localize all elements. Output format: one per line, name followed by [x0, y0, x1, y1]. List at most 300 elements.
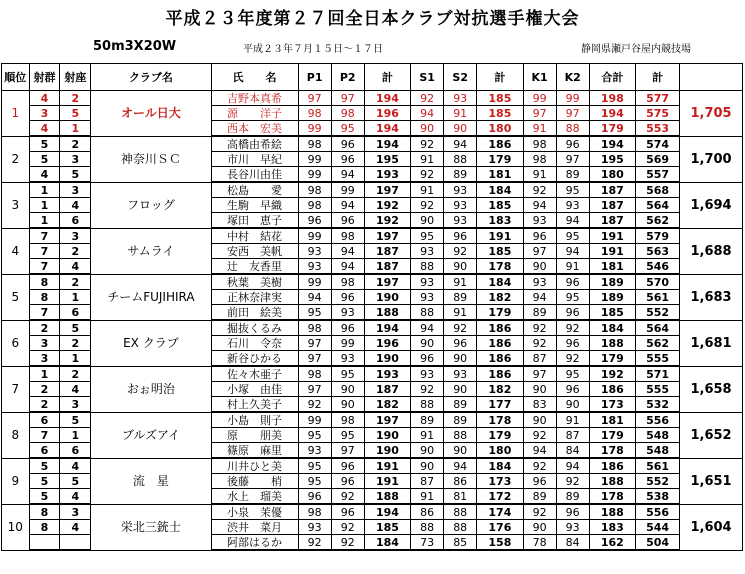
score-s2: 88 — [444, 520, 477, 535]
shooting-group: 5 — [29, 474, 60, 489]
header-k2: K2 — [556, 64, 589, 91]
team-total: 1,683 — [680, 274, 743, 320]
score-k1: 91 — [523, 121, 556, 137]
score-k1: 94 — [523, 290, 556, 305]
header-s2: S2 — [444, 64, 477, 91]
score-s1: 90 — [411, 458, 444, 474]
team-total: 1,658 — [680, 366, 743, 412]
score-p-sum: 194 — [364, 320, 410, 336]
header-p-sum: 計 — [364, 64, 410, 91]
score-k1: 90 — [523, 259, 556, 275]
score-s-sum: 185 — [477, 106, 523, 121]
score-k2: 96 — [556, 305, 589, 321]
score-p2: 93 — [331, 305, 364, 321]
score-p-sum: 190 — [364, 443, 410, 459]
table-row — [2, 504, 743, 520]
score-k1: 87 — [523, 351, 556, 367]
shooting-group: 1 — [29, 182, 60, 198]
score-p-sum: 197 — [364, 412, 410, 428]
score-total: 548 — [636, 428, 680, 443]
score-p1: 99 — [298, 412, 331, 428]
score-k1: 98 — [523, 136, 556, 152]
score-k2: 92 — [556, 351, 589, 367]
table-row — [2, 366, 743, 382]
score-total: 570 — [636, 274, 680, 290]
score-k2: 90 — [556, 397, 589, 413]
table-row — [2, 274, 743, 290]
lane: 6 — [60, 213, 91, 229]
score-p-sum: 197 — [364, 274, 410, 290]
score-total: 562 — [636, 213, 680, 229]
shooting-group: 8 — [29, 520, 60, 535]
score-k-sum: 186 — [589, 382, 635, 397]
header-group: 射群 — [29, 64, 60, 91]
club-name: 栄北三銃士 — [91, 504, 211, 550]
score-k-sum: 191 — [589, 228, 635, 244]
score-s2: 90 — [444, 443, 477, 459]
athlete-name: 新谷ひかる — [211, 351, 298, 367]
score-s1: 91 — [411, 152, 444, 167]
score-p-sum: 190 — [364, 428, 410, 443]
score-k-sum: 192 — [589, 366, 635, 382]
score-k-sum: 179 — [589, 121, 635, 137]
athlete-name: 高橋由希絵 — [211, 136, 298, 152]
score-s-sum: 179 — [477, 428, 523, 443]
score-k1: 92 — [523, 504, 556, 520]
score-s-sum: 180 — [477, 121, 523, 137]
header-k1: K1 — [523, 64, 556, 91]
score-p1: 99 — [298, 152, 331, 167]
shooting-group: 4 — [29, 91, 60, 106]
score-p-sum: 184 — [364, 535, 410, 551]
shooting-group: 7 — [29, 428, 60, 443]
athlete-name: 安西 美帆 — [211, 244, 298, 259]
score-k1: 92 — [523, 428, 556, 443]
score-s2: 85 — [444, 535, 477, 551]
score-k-sum: 198 — [589, 91, 635, 106]
score-s2: 96 — [444, 336, 477, 351]
shooting-group: 1 — [29, 198, 60, 213]
shooting-group: 3 — [29, 351, 60, 367]
score-s2: 89 — [444, 167, 477, 183]
shooting-group: 8 — [29, 274, 60, 290]
score-k1: 78 — [523, 535, 556, 551]
team-rank: 9 — [2, 458, 30, 504]
score-p-sum: 190 — [364, 351, 410, 367]
score-s-sum: 185 — [477, 198, 523, 213]
score-s1: 90 — [411, 443, 444, 459]
score-p2: 95 — [331, 366, 364, 382]
results-table — [1, 63, 743, 551]
table-row — [2, 412, 743, 428]
score-k-sum: 178 — [589, 443, 635, 459]
score-p2: 96 — [331, 152, 364, 167]
score-total: 548 — [636, 443, 680, 459]
lane: 4 — [60, 458, 91, 474]
score-s-sum: 178 — [477, 259, 523, 275]
score-total: 569 — [636, 152, 680, 167]
score-p-sum: 191 — [364, 458, 410, 474]
score-p1: 97 — [298, 91, 331, 106]
team-rank: 5 — [2, 274, 30, 320]
athlete-name: 阿部はるか — [211, 535, 298, 551]
score-k2: 96 — [556, 336, 589, 351]
score-p1: 96 — [298, 213, 331, 229]
score-p1: 95 — [298, 458, 331, 474]
score-s1: 91 — [411, 182, 444, 198]
team-total: 1,604 — [680, 504, 743, 550]
score-s2: 89 — [444, 290, 477, 305]
score-s-sum: 186 — [477, 351, 523, 367]
score-p2: 96 — [331, 136, 364, 152]
score-k2: 94 — [556, 213, 589, 229]
score-s2: 91 — [444, 274, 477, 290]
header-s1: S1 — [411, 64, 444, 91]
score-k-sum: 178 — [589, 489, 635, 505]
score-s1: 86 — [411, 504, 444, 520]
score-s2: 90 — [444, 382, 477, 397]
score-p-sum: 187 — [364, 244, 410, 259]
score-s1: 92 — [411, 167, 444, 183]
lane: 2 — [60, 274, 91, 290]
score-k1: 90 — [523, 412, 556, 428]
score-s2: 89 — [444, 412, 477, 428]
score-s-sum: 180 — [477, 443, 523, 459]
score-s2: 96 — [444, 228, 477, 244]
score-p1: 99 — [298, 228, 331, 244]
shooting-group: 6 — [29, 412, 60, 428]
score-k1: 92 — [523, 336, 556, 351]
score-total: 568 — [636, 182, 680, 198]
score-k-sum: 162 — [589, 535, 635, 551]
score-total: 563 — [636, 244, 680, 259]
score-p2: 94 — [331, 244, 364, 259]
score-s-sum: 191 — [477, 228, 523, 244]
score-s1: 94 — [411, 320, 444, 336]
header-rank: 順位 — [2, 64, 30, 91]
club-name: EX クラブ — [91, 320, 211, 366]
score-k-sum: 187 — [589, 213, 635, 229]
shooting-group: 1 — [29, 366, 60, 382]
score-p1: 98 — [298, 504, 331, 520]
header-k-sum: 合計 — [589, 64, 635, 91]
score-k1: 97 — [523, 106, 556, 121]
score-total: 575 — [636, 106, 680, 121]
score-s-sum: 184 — [477, 458, 523, 474]
athlete-name: 辻 友香里 — [211, 259, 298, 275]
score-p-sum: 187 — [364, 259, 410, 275]
score-s-sum: 185 — [477, 91, 523, 106]
score-s-sum: 186 — [477, 320, 523, 336]
score-p2: 94 — [331, 259, 364, 275]
score-s1: 90 — [411, 336, 444, 351]
score-s-sum: 184 — [477, 274, 523, 290]
score-total: 552 — [636, 474, 680, 489]
score-k-sum: 181 — [589, 412, 635, 428]
score-total: 552 — [636, 305, 680, 321]
score-p2: 96 — [331, 290, 364, 305]
score-s-sum: 184 — [477, 182, 523, 198]
score-p1: 94 — [298, 290, 331, 305]
score-k2: 97 — [556, 106, 589, 121]
athlete-name: 原 朋美 — [211, 428, 298, 443]
score-s2: 92 — [444, 320, 477, 336]
score-p1: 95 — [298, 305, 331, 321]
athlete-name: 長谷川由佳 — [211, 167, 298, 183]
score-s1: 90 — [411, 121, 444, 137]
score-k1: 90 — [523, 520, 556, 535]
athlete-name: 川井ひと美 — [211, 458, 298, 474]
score-k2: 92 — [556, 474, 589, 489]
team-rank: 8 — [2, 412, 30, 458]
score-s-sum: 183 — [477, 213, 523, 229]
athlete-name: 中村 結花 — [211, 228, 298, 244]
header-name: 氏 名 — [211, 64, 298, 91]
shooting-group: 5 — [29, 489, 60, 505]
score-p1: 92 — [298, 535, 331, 551]
header-p2: P2 — [331, 64, 364, 91]
score-s2: 91 — [444, 106, 477, 121]
lane: 6 — [60, 443, 91, 459]
score-p2: 99 — [331, 182, 364, 198]
score-p1: 95 — [298, 428, 331, 443]
score-p1: 93 — [298, 244, 331, 259]
score-total: 574 — [636, 136, 680, 152]
score-total: 504 — [636, 535, 680, 551]
score-s1: 93 — [411, 290, 444, 305]
score-p-sum: 196 — [364, 106, 410, 121]
score-total: 564 — [636, 198, 680, 213]
score-k1: 93 — [523, 274, 556, 290]
lane: 5 — [60, 106, 91, 121]
score-total: 561 — [636, 458, 680, 474]
team-rank: 4 — [2, 228, 30, 274]
score-p1: 98 — [298, 136, 331, 152]
lane: 1 — [60, 121, 91, 137]
team-rank: 6 — [2, 320, 30, 366]
score-s1: 93 — [411, 244, 444, 259]
score-p2: 98 — [331, 274, 364, 290]
score-s1: 88 — [411, 259, 444, 275]
score-p-sum: 197 — [364, 228, 410, 244]
score-total: 577 — [636, 91, 680, 106]
score-p1: 98 — [298, 182, 331, 198]
score-p2: 93 — [331, 351, 364, 367]
lane: 3 — [60, 397, 91, 413]
score-p1: 93 — [298, 443, 331, 459]
score-s2: 92 — [444, 244, 477, 259]
score-s1: 90 — [411, 213, 444, 229]
score-k2: 96 — [556, 382, 589, 397]
score-k2: 95 — [556, 290, 589, 305]
team-total: 1,652 — [680, 412, 743, 458]
score-p-sum: 193 — [364, 167, 410, 183]
score-k2: 92 — [556, 320, 589, 336]
score-k1: 94 — [523, 198, 556, 213]
shooting-group: 5 — [29, 152, 60, 167]
score-k-sum: 179 — [589, 428, 635, 443]
score-s-sum: 173 — [477, 474, 523, 489]
score-total: 555 — [636, 351, 680, 367]
score-s1: 89 — [411, 412, 444, 428]
athlete-name: 西本 宏美 — [211, 121, 298, 137]
score-k2: 99 — [556, 91, 589, 106]
lane: 6 — [60, 305, 91, 321]
score-p1: 97 — [298, 351, 331, 367]
lane: 2 — [60, 366, 91, 382]
team-rank: 2 — [2, 136, 30, 182]
score-p-sum: 191 — [364, 474, 410, 489]
score-total: 579 — [636, 228, 680, 244]
lane: 3 — [60, 182, 91, 198]
score-s2: 93 — [444, 182, 477, 198]
score-total: 571 — [636, 366, 680, 382]
score-k2: 91 — [556, 259, 589, 275]
score-s-sum: 186 — [477, 366, 523, 382]
team-rank: 10 — [2, 504, 30, 550]
score-p-sum: 197 — [364, 182, 410, 198]
score-s2: 88 — [444, 152, 477, 167]
score-s1: 91 — [411, 428, 444, 443]
score-p-sum: 193 — [364, 366, 410, 382]
score-s2: 93 — [444, 366, 477, 382]
score-s2: 88 — [444, 504, 477, 520]
score-total: 562 — [636, 336, 680, 351]
club-name: 神奈川ＳＣ — [91, 136, 211, 182]
score-p-sum: 190 — [364, 290, 410, 305]
score-k1: 96 — [523, 474, 556, 489]
table-row — [2, 458, 743, 474]
score-s-sum: 186 — [477, 336, 523, 351]
score-s1: 94 — [411, 106, 444, 121]
score-p2: 94 — [331, 198, 364, 213]
score-total: 538 — [636, 489, 680, 505]
score-s2: 94 — [444, 458, 477, 474]
header-club: クラブ名 — [91, 64, 211, 91]
score-p1: 98 — [298, 320, 331, 336]
score-k1: 83 — [523, 397, 556, 413]
score-s-sum: 185 — [477, 244, 523, 259]
score-s2: 94 — [444, 136, 477, 152]
score-p-sum: 195 — [364, 152, 410, 167]
score-s2: 93 — [444, 213, 477, 229]
score-k2: 84 — [556, 535, 589, 551]
score-s1: 92 — [411, 382, 444, 397]
score-p2: 96 — [331, 213, 364, 229]
score-total: 557 — [636, 167, 680, 183]
athlete-name: 市川 早紀 — [211, 152, 298, 167]
score-p-sum: 188 — [364, 305, 410, 321]
header-row — [2, 64, 743, 91]
score-s-sum: 186 — [477, 136, 523, 152]
score-s2: 91 — [444, 305, 477, 321]
score-s1: 88 — [411, 305, 444, 321]
score-p2: 92 — [331, 520, 364, 535]
score-k2: 95 — [556, 182, 589, 198]
athlete-name: 秋葉 美樹 — [211, 274, 298, 290]
score-s1: 73 — [411, 535, 444, 551]
score-s-sum: 181 — [477, 167, 523, 183]
score-p2: 98 — [331, 412, 364, 428]
score-k1: 92 — [523, 320, 556, 336]
header-team-total — [680, 64, 743, 91]
score-k2: 96 — [556, 504, 589, 520]
athlete-name: 塚田 恵子 — [211, 213, 298, 229]
score-k2: 95 — [556, 366, 589, 382]
score-s1: 92 — [411, 136, 444, 152]
score-s-sum: 176 — [477, 520, 523, 535]
score-k2: 96 — [556, 136, 589, 152]
lane: 1 — [60, 290, 91, 305]
score-k1: 92 — [523, 182, 556, 198]
score-k-sum: 180 — [589, 167, 635, 183]
lane: 5 — [60, 167, 91, 183]
score-total: 556 — [636, 412, 680, 428]
score-p2: 96 — [331, 320, 364, 336]
score-p-sum: 185 — [364, 520, 410, 535]
header-p1: P1 — [298, 64, 331, 91]
athlete-name: 後藤 梢 — [211, 474, 298, 489]
team-rank: 7 — [2, 366, 30, 412]
score-p1: 96 — [298, 489, 331, 505]
score-p-sum: 188 — [364, 489, 410, 505]
shooting-group: 2 — [29, 397, 60, 413]
athlete-name: 渋井 菜月 — [211, 520, 298, 535]
lane: 4 — [60, 198, 91, 213]
score-p1: 98 — [298, 106, 331, 121]
score-k1: 96 — [523, 228, 556, 244]
score-k-sum: 188 — [589, 504, 635, 520]
athlete-name: 小泉 茉優 — [211, 504, 298, 520]
score-s1: 92 — [411, 198, 444, 213]
score-p1: 95 — [298, 474, 331, 489]
shooting-group: 4 — [29, 121, 60, 137]
score-s2: 90 — [444, 351, 477, 367]
score-p2: 98 — [331, 106, 364, 121]
lane: 2 — [60, 136, 91, 152]
page-title: 平成２３年度第２７回全日本クラブ対抗選手権大会 — [165, 9, 580, 29]
athlete-name: 石川 令奈 — [211, 336, 298, 351]
score-s2: 89 — [444, 397, 477, 413]
score-s1: 88 — [411, 397, 444, 413]
score-p1: 97 — [298, 336, 331, 351]
score-p1: 93 — [298, 259, 331, 275]
shooting-group: 4 — [29, 167, 60, 183]
score-p-sum: 194 — [364, 504, 410, 520]
team-total: 1,688 — [680, 228, 743, 274]
score-p1: 99 — [298, 274, 331, 290]
score-p-sum: 196 — [364, 336, 410, 351]
score-p1: 99 — [298, 121, 331, 137]
score-p2: 90 — [331, 382, 364, 397]
score-k-sum: 188 — [589, 336, 635, 351]
score-k2: 93 — [556, 520, 589, 535]
score-k1: 93 — [523, 213, 556, 229]
score-p2: 97 — [331, 443, 364, 459]
score-total: 553 — [636, 121, 680, 137]
club-name: おぉ明治 — [91, 366, 211, 412]
shooting-group: 5 — [29, 458, 60, 474]
athlete-name: 掘抜くるみ — [211, 320, 298, 336]
score-s-sum: 172 — [477, 489, 523, 505]
athlete-name: 佐々木亜子 — [211, 366, 298, 382]
score-s-sum: 182 — [477, 382, 523, 397]
score-k2: 89 — [556, 167, 589, 183]
score-s-sum: 174 — [477, 504, 523, 520]
shooting-group: 3 — [29, 106, 60, 121]
lane: 2 — [60, 336, 91, 351]
score-p2: 96 — [331, 504, 364, 520]
